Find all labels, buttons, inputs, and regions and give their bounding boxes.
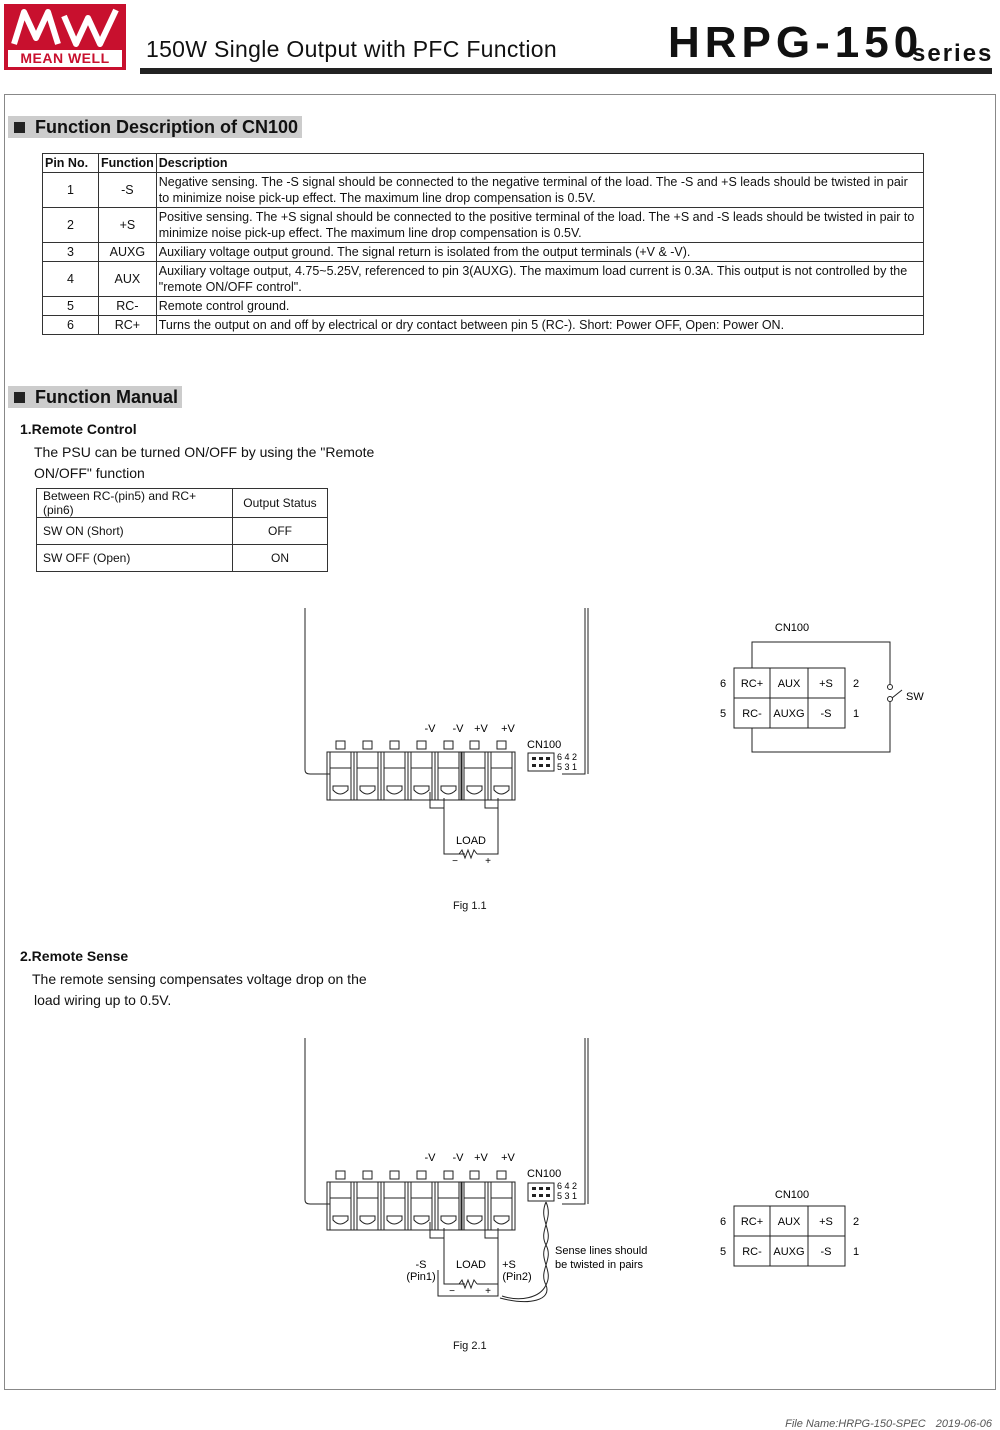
- screw-marker: [470, 741, 479, 749]
- table-header-row: [43, 154, 924, 173]
- pin-number: 1: [852, 708, 860, 720]
- pin-cell: 4: [43, 262, 99, 297]
- section-title: Function Description of CN100: [35, 116, 299, 137]
- file-name: File Name:HRPG-150-SPEC: [785, 1418, 926, 1430]
- screw-marker: [497, 1171, 506, 1179]
- screw-marker: [470, 1171, 479, 1179]
- terminal-label: -V: [424, 723, 436, 735]
- switch-state-cell: SW ON (Short): [37, 518, 233, 545]
- load-plus: +: [485, 856, 491, 867]
- connector-pin: [546, 1194, 550, 1197]
- terminal-screw-head: [414, 1216, 429, 1224]
- terminal-screw-head: [441, 786, 456, 794]
- series-label: series: [912, 40, 994, 67]
- connector-pin: [546, 1187, 550, 1190]
- screw-terminal: [381, 752, 408, 800]
- table-row: [43, 316, 924, 335]
- section-header-cn100: [8, 116, 302, 138]
- screw-terminal: [408, 752, 435, 800]
- pin-cell: 3: [43, 243, 99, 262]
- connector-label: CN100: [527, 739, 562, 751]
- screw-marker: [363, 741, 372, 749]
- connector-pin: [532, 764, 536, 767]
- connector-pin: [532, 757, 536, 760]
- screw-terminal: [435, 1182, 462, 1230]
- connector-pins-bottom: 5 3 1: [557, 1191, 578, 1201]
- pin-cell: AUXG: [773, 708, 805, 720]
- pin-cell: AUXG: [773, 1246, 805, 1258]
- remote-control-text-2: ON/OFF" function: [34, 465, 145, 481]
- terminal-label: +V: [474, 723, 488, 735]
- screw-terminal: [461, 1182, 488, 1230]
- pin-cell: -S: [820, 1246, 832, 1258]
- pinout-title: CN100: [774, 622, 810, 634]
- screw-terminal: [327, 1182, 354, 1230]
- table-header-row: [37, 489, 328, 518]
- square-bullet-icon: [14, 392, 25, 403]
- description-cell: Turns the output on and off by electrical or dry contact between pin 5 (RC-). Short: Power OFF, Open: Power ON.: [156, 316, 923, 335]
- revision-date: 2019-06-06: [935, 1418, 992, 1430]
- terminal-label: -V: [424, 1152, 436, 1164]
- pin-number: 1: [852, 1246, 860, 1258]
- remote-control-table: [36, 488, 328, 572]
- connector-pins-top: 6 4 2: [557, 1181, 578, 1191]
- fig2-sense-diagram: [290, 1030, 670, 1305]
- load-minus: −: [452, 856, 458, 867]
- load-label: LOAD: [456, 1259, 486, 1271]
- pos-sense-label: +S: [502, 1259, 516, 1271]
- function-cell: AUX: [99, 262, 157, 297]
- column-header: Pin No.: [43, 154, 99, 173]
- sense-note-line2: be twisted in pairs: [555, 1259, 644, 1271]
- remote-sense-text-2: load wiring up to 0.5V.: [34, 992, 172, 1008]
- cn100-function-table: [42, 153, 924, 335]
- connector-label: CN100: [527, 1168, 562, 1180]
- cn100-connector: [528, 753, 554, 771]
- connector-pin: [539, 1194, 543, 1197]
- terminal-label: -V: [452, 1152, 464, 1164]
- load-label: LOAD: [456, 835, 486, 847]
- terminal-screw-head: [441, 1216, 456, 1224]
- screw-terminal: [327, 752, 354, 800]
- fig1-caption: Fig 1.1: [453, 900, 487, 912]
- output-status-cell: ON: [233, 545, 328, 572]
- square-bullet-icon: [14, 122, 25, 133]
- screw-terminal: [354, 1182, 381, 1230]
- remote-sense-heading: 2.Remote Sense: [20, 948, 129, 964]
- terminal-screw-head: [360, 786, 375, 794]
- terminal-screw-head: [387, 1216, 402, 1224]
- connector-pins-bottom: 5 3 1: [557, 762, 578, 772]
- neg-sense-label: -S: [415, 1259, 427, 1271]
- screw-terminal: [381, 1182, 408, 1230]
- pin-cell: AUX: [777, 1216, 801, 1228]
- pin-number: 2: [852, 1216, 860, 1228]
- meanwell-logo: [4, 4, 126, 70]
- pin-cell: -S: [820, 708, 832, 720]
- description-cell: Remote control ground.: [156, 297, 923, 316]
- pin-cell: 5: [43, 297, 99, 316]
- connector-pin: [539, 757, 543, 760]
- pin-cell: 6: [43, 316, 99, 335]
- cn100-connector: [528, 1183, 554, 1201]
- connector-pin: [532, 1187, 536, 1190]
- logo-wordmark: MEAN WELL: [8, 50, 122, 67]
- output-status-cell: OFF: [233, 518, 328, 545]
- connector-pins-top: 6 4 2: [557, 752, 578, 762]
- column-header: Function: [99, 154, 157, 173]
- section-header-manual: [8, 386, 182, 408]
- terminal-screw-head: [333, 1216, 348, 1224]
- function-cell: RC+: [99, 316, 157, 335]
- pin-cell: +S: [819, 678, 833, 690]
- footer: [775, 1418, 992, 1430]
- connector-pin: [539, 1187, 543, 1190]
- neg-sense-pin: (Pin1): [406, 1271, 436, 1283]
- pin-number: 6: [719, 678, 727, 690]
- terminal-screw-head: [494, 1216, 509, 1224]
- cn100-pinout: [712, 1184, 872, 1274]
- screw-marker: [336, 741, 345, 749]
- screw-marker: [497, 741, 506, 749]
- screw-marker: [390, 741, 399, 749]
- table-row: [37, 518, 328, 545]
- terminal-screw-head: [333, 786, 348, 794]
- screw-terminal: [488, 1182, 515, 1230]
- model-title: HRPG-150: [668, 18, 924, 67]
- terminal-screw-head: [360, 1216, 375, 1224]
- switch-label: SW: [906, 691, 924, 703]
- pin-cell: AUX: [777, 678, 801, 690]
- pin-cell: +S: [819, 1216, 833, 1228]
- section-title: Function Manual: [35, 386, 178, 407]
- terminal-screw-head: [467, 786, 482, 794]
- screw-marker: [390, 1171, 399, 1179]
- fig2-caption: Fig 2.1: [453, 1340, 487, 1352]
- description-cell: Auxiliary voltage output, 4.75~5.25V, referenced to pin 3(AUXG). The maximum load current is 0.3A. This output is not controlled by the "remote ON/OFF control".: [156, 262, 923, 297]
- screw-terminal: [461, 752, 488, 800]
- column-header: Description: [156, 154, 923, 173]
- terminal-screw-head: [467, 1216, 482, 1224]
- connector-pin: [546, 757, 550, 760]
- terminal-screw-head: [414, 786, 429, 794]
- screw-marker: [444, 741, 453, 749]
- remote-control-text-1: The PSU can be turned ON/OFF by using the "Remote: [34, 444, 375, 460]
- terminal-label: +V: [501, 723, 515, 735]
- pin-number: 5: [719, 1246, 727, 1258]
- terminal-screw-head: [494, 786, 509, 794]
- pin-number: 2: [852, 678, 860, 690]
- terminal-label: +V: [474, 1152, 488, 1164]
- connector-pin: [546, 764, 550, 767]
- table-row: [43, 297, 924, 316]
- switch-state-cell: SW OFF (Open): [37, 545, 233, 572]
- description-cell: Positive sensing. The +S signal should be connected to the positive terminal of the load. The +S and -S leads should be twisted in pair to minimize noise pick-up effect. The maximum line drop compensation is 0.5V.: [156, 208, 923, 243]
- table-row: [43, 208, 924, 243]
- header-rule: [140, 68, 992, 74]
- description-cell: Auxiliary voltage output ground. The signal return is isolated from the output terminals (+V & -V).: [156, 243, 923, 262]
- column-header: Between RC-(pin5) and RC+(pin6): [37, 489, 233, 518]
- load-plus: +: [485, 1286, 491, 1297]
- pin-cell: RC+: [740, 1216, 764, 1228]
- load-minus: −: [449, 1286, 455, 1297]
- terminal-label: +V: [501, 1152, 515, 1164]
- screw-terminal: [435, 752, 462, 800]
- screw-marker: [417, 741, 426, 749]
- mw-logo-icon: [4, 4, 126, 52]
- connector-pin: [532, 1194, 536, 1197]
- pin-cell: 2: [43, 208, 99, 243]
- cn100-pinout-switch: [712, 618, 932, 758]
- table-row: [43, 262, 924, 297]
- remote-control-heading: 1.Remote Control: [20, 421, 137, 437]
- pin-number: 5: [719, 708, 727, 720]
- fig1-terminal-diagram: [290, 600, 620, 870]
- description-cell: Negative sensing. The -S signal should be connected to the negative terminal of the load. The -S and +S leads should be twisted in pair to minimize noise pick-up effect. The maximum line drop compensation is 0.5V.: [156, 173, 923, 208]
- pin-number: 6: [719, 1216, 727, 1228]
- table-row: [43, 243, 924, 262]
- function-cell: RC-: [99, 297, 157, 316]
- table-row: [43, 173, 924, 208]
- screw-marker: [336, 1171, 345, 1179]
- screw-marker: [417, 1171, 426, 1179]
- pos-sense-pin: (Pin2): [502, 1271, 532, 1283]
- table-row: [37, 545, 328, 572]
- screw-terminal: [408, 1182, 435, 1230]
- sense-note-line1: Sense lines should: [555, 1245, 648, 1257]
- column-header: Output Status: [233, 489, 328, 518]
- function-cell: AUXG: [99, 243, 157, 262]
- pin-cell: RC-: [742, 708, 762, 720]
- terminal-screw-head: [387, 786, 402, 794]
- pin-cell: RC+: [740, 678, 764, 690]
- page-subtitle: 150W Single Output with PFC Function: [146, 36, 557, 62]
- screw-terminal: [488, 752, 515, 800]
- terminal-label: -V: [452, 723, 464, 735]
- function-cell: +S: [99, 208, 157, 243]
- pinout-title: CN100: [774, 1189, 810, 1201]
- connector-pin: [539, 764, 543, 767]
- remote-sense-text-1: The remote sensing compensates voltage drop on the: [32, 971, 367, 987]
- screw-marker: [444, 1171, 453, 1179]
- function-cell: -S: [99, 173, 157, 208]
- screw-marker: [363, 1171, 372, 1179]
- pin-cell: RC-: [742, 1246, 762, 1258]
- pin-cell: 1: [43, 173, 99, 208]
- screw-terminal: [354, 752, 381, 800]
